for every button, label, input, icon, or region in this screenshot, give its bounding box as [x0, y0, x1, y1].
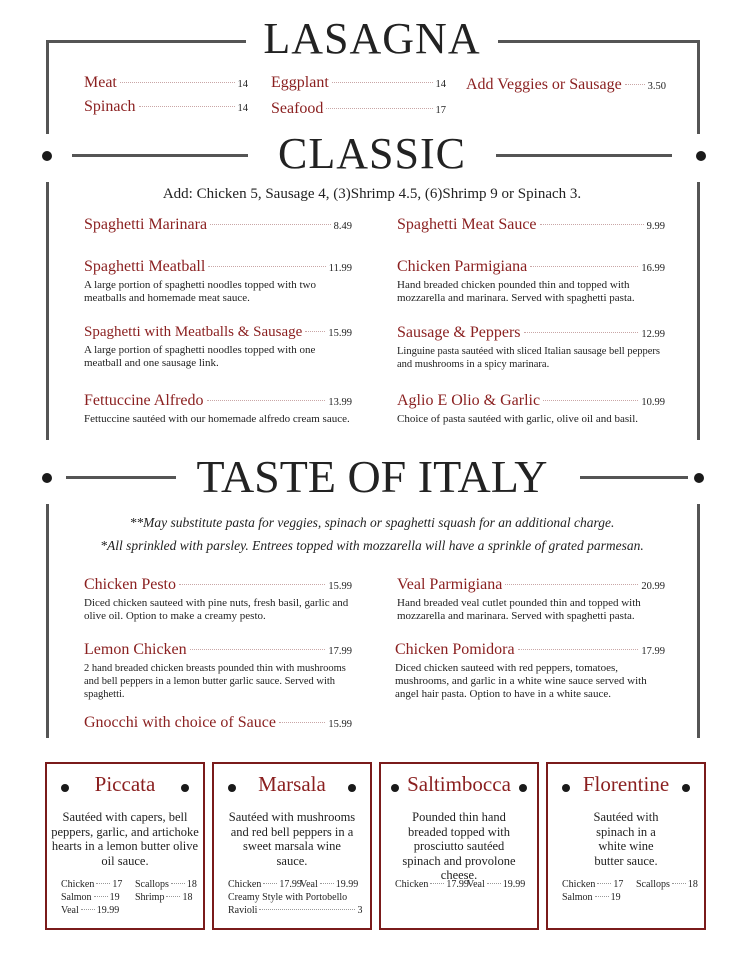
item-description: Hand breaded chicken pounded thin and topped with mozzarella and marinara. Served with spaghetti pasta. [397, 279, 635, 304]
item-name: Fettuccine Alfredo [84, 392, 204, 409]
box-description: Pounded thin hand breaded topped with prosciutto sautéed spinach and provolone cheese. [402, 810, 516, 882]
price-line: Veal 19.99 [61, 905, 120, 916]
item-name: Seafood [271, 100, 324, 117]
item-price: 15.99 [328, 719, 352, 730]
classic-add-note: Add: Chicken 5, Sausage 4, (3)Shrimp 4.5, (6)Shrimp 9 or Spinach 3. [162, 186, 582, 202]
item-price: 8.49 [333, 221, 352, 232]
taste-item-lemon-chicken [84, 641, 352, 701]
taste-item-gnocchi [84, 714, 352, 732]
box-saltimbocca [379, 762, 539, 930]
price-line: Salmon 19 [562, 892, 621, 903]
item-price: 10.99 [641, 397, 665, 408]
item-price: 16.99 [641, 263, 665, 274]
lasagna-item-meat [84, 74, 248, 92]
price-line: Chicken 17 [61, 879, 123, 890]
item-name: Spinach [84, 98, 136, 115]
item-price: 15.99 [328, 328, 352, 339]
box-title: Saltimbocca [407, 772, 511, 796]
item-name: Aglio E Olio & Garlic [397, 392, 541, 409]
item-name: Chicken Parmigiana [397, 258, 528, 275]
box-description: Sautéed with capers, bell peppers, garlic, and artichoke hearts in a lemon butter olive oil sauce. [51, 810, 199, 868]
box-title: Piccata [94, 772, 156, 796]
box-marsala [212, 762, 372, 930]
box-piccata [45, 762, 205, 930]
classic-item-chicken-parmigiana [397, 258, 665, 305]
item-description: A large portion of spaghetti noodles topped with one meatball and one sausage link. [84, 344, 316, 369]
classic-frame-right [697, 182, 700, 440]
item-price: 12.99 [641, 329, 665, 340]
classic-item-spaghetti-meat-sauce [397, 216, 665, 234]
price-line: Chicken 17 [562, 879, 624, 890]
classic-item-spaghetti-marinara [84, 216, 352, 234]
item-description: Linguine pasta sautéed with sliced Italian sausage bell peppers and mushrooms in a spicy marinara. [397, 346, 660, 370]
item-price: 17.99 [641, 646, 665, 657]
lasagna-item-seafood [271, 100, 446, 118]
taste-item-chicken-pesto [84, 576, 352, 623]
item-description: Hand breaded veal cutlet pounded thin and topped with mozzarella and marinara. Served with spaghetti pasta. [397, 597, 641, 622]
box-title: Marsala [258, 772, 326, 796]
item-price: 15.99 [328, 581, 352, 592]
box-description: Sautéed with spinach in a white wine butter sauce. [593, 810, 659, 868]
price-line: Scallops 18 [636, 879, 698, 890]
price-line: Veal 19.99 [467, 879, 526, 890]
taste-item-chicken-pomidora [395, 641, 665, 701]
price-line: Scallops 18 [135, 879, 197, 890]
item-description: Diced chicken sauteed with pine nuts, fresh basil, garlic and olive oil. Option to make a creamy pesto. [84, 597, 349, 622]
taste-note-2: *All sprinkled with parsley. Entrees topped with mozzarella will have a sprinkle of grated parmesan. [100, 538, 644, 553]
marsala-extra-line: Creamy Style with Portobello [228, 892, 348, 903]
price-line: Chicken 17.99 [228, 879, 302, 890]
item-name: Eggplant [271, 74, 329, 91]
item-price: 13.99 [328, 397, 352, 408]
item-name: Sausage & Peppers [397, 324, 521, 341]
item-name: Gnocchi with choice of Sauce [84, 714, 276, 731]
box-florentine [546, 762, 706, 930]
price-line: Chicken 17.99 [395, 879, 469, 890]
price-line: Shrimp 18 [135, 892, 193, 903]
item-price: 17.99 [328, 646, 352, 657]
item-description: Choice of pasta sautéed with garlic, olive oil and basil. [397, 413, 639, 425]
classic-item-spaghetti-meatball [84, 258, 352, 305]
item-price: 14 [435, 79, 446, 90]
item-name: Spaghetti Marinara [84, 216, 208, 233]
classic-item-aglio-e-olio [397, 392, 665, 426]
classic-item-sausage-peppers [397, 324, 665, 371]
taste-title: TASTE OF ITALY [196, 451, 548, 502]
classic-title: CLASSIC [278, 129, 466, 178]
taste-item-veal-parmigiana [397, 576, 665, 623]
item-name: Veal Parmigiana [397, 576, 503, 593]
lasagna-item-eggplant [271, 74, 446, 92]
item-price: 14 [237, 103, 248, 114]
item-name: Lemon Chicken [84, 641, 187, 658]
box-title: Florentine [582, 772, 670, 796]
price-line: Veal 19.99 [300, 879, 359, 890]
box-description: Sautéed with mushrooms and red bell peppers in a sweet marsala wine sauce. [228, 810, 356, 868]
item-price: 14 [237, 79, 248, 90]
item-description: Fettuccine sautéed with our homemade alfredo cream sauce. [84, 413, 350, 425]
item-price: 3.50 [647, 81, 666, 92]
price-line: Salmon 19 [61, 892, 120, 903]
item-price: 20.99 [641, 581, 665, 592]
item-name: Meat [84, 74, 117, 91]
price-line: Ravioli 3 [228, 905, 363, 916]
item-description: Diced chicken sauteed with red peppers, tomatoes, mushrooms, and garlic in a white wine sauce served with angel hair pasta. Option to have in a white sauce. [395, 662, 647, 700]
item-name: Chicken Pomidora [395, 641, 515, 658]
item-name: Add Veggies or Sausage [466, 76, 622, 93]
item-name: Chicken Pesto [84, 576, 176, 593]
item-price: 9.99 [646, 221, 665, 232]
item-name: Spaghetti with Meatballs & Sausage [84, 324, 303, 340]
item-price: 17 [435, 105, 446, 116]
item-description: 2 hand breaded chicken breasts pounded thin with mushrooms and bell peppers in a lemon butter garlic sauce. Served with spaghetti. [84, 663, 346, 700]
item-name: Spaghetti Meat Sauce [397, 216, 537, 233]
lasagna-item-add-veggies [466, 76, 666, 94]
taste-note-1: **May substitute pasta for veggies, spinach or spaghetti squash for an additional charge. [129, 515, 615, 530]
classic-item-fettuccine-alfredo [84, 392, 352, 426]
item-price: 11.99 [328, 263, 352, 274]
item-description: A large portion of spaghetti noodles topped with two meatballs and homemade meat sauce. [84, 279, 316, 304]
classic-frame-left [46, 182, 49, 440]
classic-item-spaghetti-meatballs-sausage [84, 324, 352, 370]
lasagna-item-spinach [84, 98, 248, 116]
item-name: Spaghetti Meatball [84, 258, 206, 275]
lasagna-title: LASAGNA [263, 14, 481, 63]
